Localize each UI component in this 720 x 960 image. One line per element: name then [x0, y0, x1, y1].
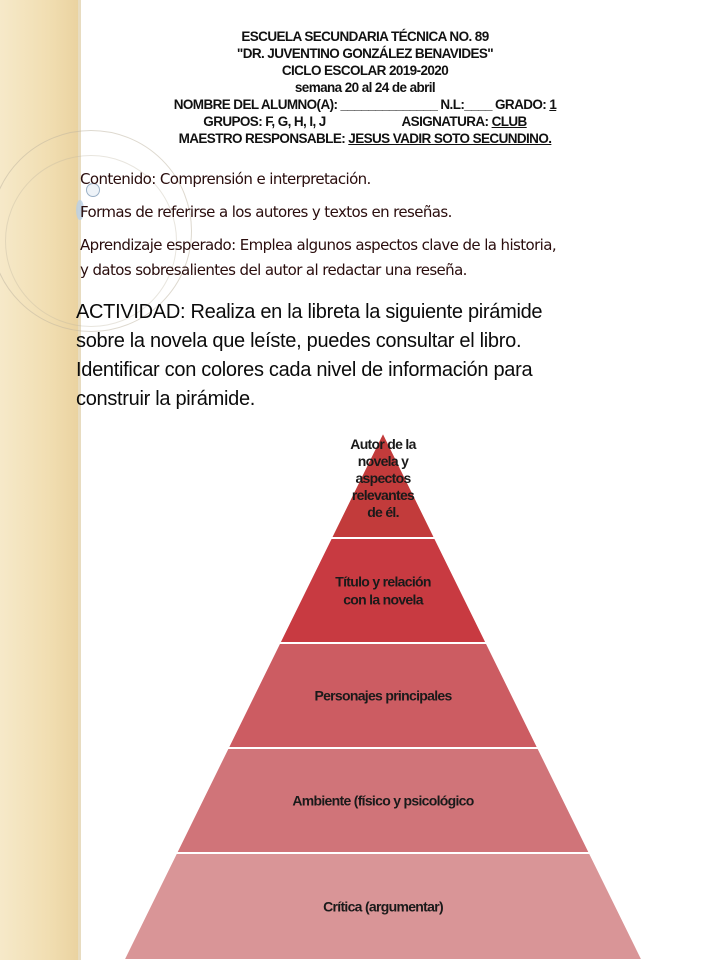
- school-name: ESCUELA SECUNDARIA TÉCNICA NO. 89: [241, 29, 489, 44]
- teacher-name: JESUS VADIR SOTO SECUNDINO.: [348, 131, 552, 146]
- aprendizaje-line-2: y datos sobresalientes del autor al redactar una reseña.: [80, 261, 467, 279]
- aprendizaje-line-1: Aprendizaje esperado: Emplea algunos aspectos clave de la historia,: [80, 236, 556, 254]
- pyramid-level-2-label: Título y relación: [335, 573, 431, 590]
- week-range: semana 20 al 24 de abril: [294, 80, 436, 95]
- groups-label: GRUPOS: F, G, H, I, J: [203, 114, 326, 129]
- school-year: CICLO ESCOLAR 2019-2020: [281, 63, 449, 78]
- pyramid-level-4-label: Ambiente (físico y psicológico: [292, 792, 474, 809]
- activity-line-3: Identificar con colores cada nivel de información para: [76, 359, 533, 381]
- pyramid-level-1-label: de él.: [367, 504, 399, 520]
- teacher-label: MAESTRO RESPONSABLE:: [178, 131, 346, 146]
- pyramid-level-1-label: novela y: [357, 453, 409, 469]
- activity-line-1: ACTIVIDAD: Realiza en la libreta la siguiente pirámide: [76, 301, 543, 323]
- formas-line: Formas de referirse a los autores y textos en reseñas.: [80, 203, 452, 221]
- activity-line-4: construir la pirámide.: [76, 388, 256, 410]
- pyramid-level-5-label: Crítica (argumentar): [323, 898, 443, 915]
- subject-value: CLUB: [491, 114, 527, 129]
- pyramid-level-2-label: con la novela: [343, 591, 423, 608]
- pyramid-level-1-label: Autor de la: [350, 436, 416, 452]
- pyramid-level-1-label: aspectos: [355, 470, 411, 486]
- pyramid-level-1-label: relevantes: [351, 487, 415, 503]
- subject-label: ASIGNATURA:: [401, 114, 489, 129]
- student-label: NOMBRE DEL ALUMNO(A): ______________ N.L:____ GRADO:: [173, 97, 547, 112]
- grade-value: 1: [549, 97, 557, 112]
- contenido-line: Contenido: Comprensión e interpretación.: [80, 170, 371, 188]
- activity-line-2: sobre la novela que leíste, puedes consultar el libro.: [76, 330, 522, 352]
- pyramid-level-3-label: Personajes principales: [314, 687, 452, 704]
- pyramid-level-2: [279, 538, 486, 643]
- school-subtitle: "DR. JUVENTINO GONZÁLEZ BENAVIDES": [236, 46, 494, 61]
